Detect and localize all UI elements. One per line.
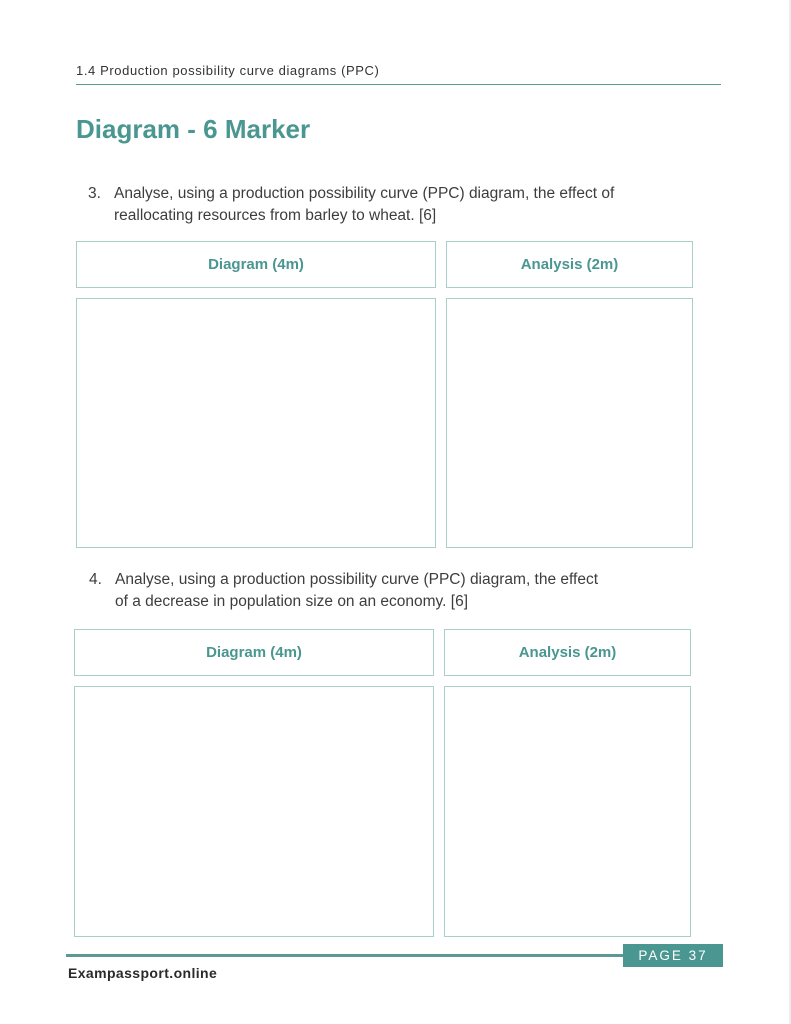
section-header: 1.4 Production possibility curve diagrams (PPC) <box>76 63 380 78</box>
question-line: Analyse, using a production possibility curve (PPC) diagram, the effect <box>115 571 599 588</box>
diagram-header-box <box>76 241 436 288</box>
question-line: reallocating resources from barley to wheat. [6] <box>114 207 437 224</box>
site-name: Exampassport.online <box>68 965 218 981</box>
analysis-label: Analysis (2m) <box>518 644 617 661</box>
header-divider <box>76 84 721 85</box>
analysis-header-box <box>446 241 693 288</box>
page-number-badge <box>623 944 723 967</box>
diagram-answer-box[interactable] <box>76 298 436 548</box>
question-number: 3. <box>88 185 101 202</box>
question-number: 4. <box>89 571 102 588</box>
question-4 <box>89 569 689 613</box>
diagram-label: Diagram (4m) <box>206 644 302 661</box>
page-title: Diagram - 6 Marker <box>76 114 311 144</box>
question-line: of a decrease in population size on an economy. [6] <box>115 593 468 610</box>
analysis-label: Analysis (2m) <box>520 256 619 273</box>
analysis-answer-box[interactable] <box>444 686 691 937</box>
question-3 <box>88 183 688 227</box>
analysis-answer-box[interactable] <box>446 298 693 548</box>
question-line: Analyse, using a production possibility curve (PPC) diagram, the effect of <box>114 185 615 202</box>
diagram-answer-box[interactable] <box>74 686 434 937</box>
analysis-header-box <box>444 629 691 676</box>
diagram-label: Diagram (4m) <box>208 256 304 273</box>
page-number: PAGE 37 <box>638 948 708 963</box>
footer-divider <box>66 954 626 957</box>
diagram-header-box <box>74 629 434 676</box>
